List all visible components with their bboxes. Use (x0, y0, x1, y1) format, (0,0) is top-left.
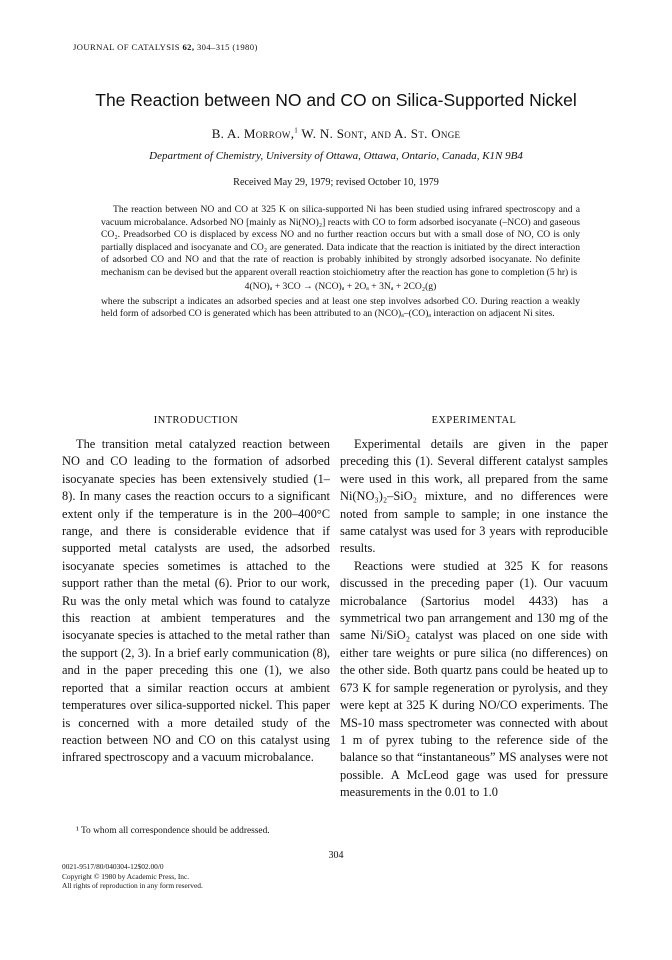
author-2-surname: Sont, (336, 126, 368, 141)
abstract-paragraph: The reaction between NO and CO at 325 K on silica-supported Ni has been studied using infrared spectroscopy and a vacuum microbalance. Adsorbed NO [mainly as Ni(NO)₂] reacts with CO to form adsorbed isocyanate (–NCO) and gaseous CO₂. Preadsorbed CO is displaced by excess NO and no further reaction occurs but with a small dose of NO, CO is only partially displaced and isocyanate and CO₂ are generated. Data indicate that the reaction is initiated by the direct interaction of adsorbed CO and NO and that the rate of reaction is probably inhibited by strongly adsorbed isocyanate. No definite mechanism can be devised but the apparent overall reaction stoichiometry after the reaction has gone to completion (5 hr) is (101, 204, 580, 278)
author-3-initials: A. (393, 126, 408, 141)
journal-name: JOURNAL OF CATALYSIS (73, 42, 180, 52)
affiliation: Department of Chemistry, University of Ottawa, Ottawa, Ontario, Canada, K1N 9B4 (149, 150, 523, 162)
author-1-initials: B. A. (211, 126, 241, 141)
author-conjunction: and (370, 126, 392, 141)
introduction-column (62, 436, 330, 767)
experimental-column (340, 436, 608, 802)
page-number: 304 (328, 850, 344, 861)
copyright-block (62, 862, 203, 891)
article-title: The Reaction between NO and CO on Silica-Supported Nickel (95, 90, 577, 110)
issn-line: 0021-9517/80/040304-12$02.00/0 (62, 862, 164, 871)
copyright-line: Copyright © 1980 by Academic Press, Inc. (62, 871, 190, 881)
journal-pages: 304–315 (1980) (196, 42, 258, 52)
author-1-footnote-mark: 1 (294, 126, 299, 135)
introduction-heading: INTRODUCTION (153, 415, 239, 426)
journal-volume: 62, (182, 42, 195, 52)
abstract (101, 204, 580, 321)
introduction-paragraph: The transition metal catalyzed reaction between NO and CO leading to the formation of adsorbed isocyanate species has been extensively studied (1–8). In many cases the reaction occurs to a significant extent only if the temperature is in the 200–400°C range, and there is considerable evidence that if supported metal catalysts are used, the adsorbed isocyanate species sometimes is attached to the support rather than the metal (6). Prior to our work, Ru was the only metal which was found to catalyze this reaction at ambient temperatures and the isocyanate species is attached to the metal rather than the support (2, 3). In a brief early communication (8), and in the paper preceding this one (1), we also reported that a similar reaction occurs at ambient temperatures over silica-supported nickel. This paper is concerned with a more detailed study of the reaction between NO and CO on this catalyst using infrared spectroscopy and a vacuum microbalance. (62, 437, 330, 765)
experimental-paragraph-1: Experimental details are given in the paper preceding this (1). Several different catalyst samples were used in this work, all prepared from the same Ni(NO₃)₂–SiO₂ mixture, and no differences were noted from sample to sample; in one instance the same catalyst was used for 3 years with reproducible results. (340, 437, 608, 556)
experimental-paragraph-2: Reactions were studied at 325 K for reasons discussed in the preceding paper (1). Our vacuum microbalance (Sartorius model 4433) has a symmetrical two pan arrangement and 130 mg of the same Ni/SiO₂ catalyst was placed on one side with either tare weights or pure silica (no differences) on the other side. Both quartz pans could be heated up to 673 K for sample regeneration or pyrolysis, and they were kept at 325 K during NO/CO experiments. The MS-10 mass spectrometer was connected with about 1 m of pyrex tubing to the reference side of the balance so that “instantaneous” MS analyses were not possible. A McLeod gage was used for pressure measurements in the 0.01 to 1.0 (340, 558, 608, 800)
received-dates: Received May 29, 1979; revised October 10, 1979 (233, 177, 439, 188)
journal-header (73, 42, 258, 52)
author-1-surname: Morrow, (243, 126, 295, 141)
author-3-surname: St. Onge (410, 126, 461, 141)
experimental-heading: EXPERIMENTAL (431, 415, 517, 426)
abstract-paragraph-continued: where the subscript a indicates an adsorbed species and at least one step involves adsorbed CO. During reaction a weakly held form of adsorbed CO is generated which has been attributed to an (NCO)ₐ–(CO)ₐ interaction on adjacent Ni sites. (101, 295, 580, 319)
stoichiometry-equation: 4(NO)ₐ + 3CO → (NCO)ₐ + 2Oₐ + 3Nₐ + 2CO₂(g) (244, 281, 437, 292)
footnote: ¹ To whom all correspondence should be addressed. (76, 826, 270, 836)
rights-line: All rights of reproduction in any form reserved. (62, 881, 203, 891)
author-list (0, 126, 672, 142)
author-2-initials: W. N. (301, 126, 334, 141)
